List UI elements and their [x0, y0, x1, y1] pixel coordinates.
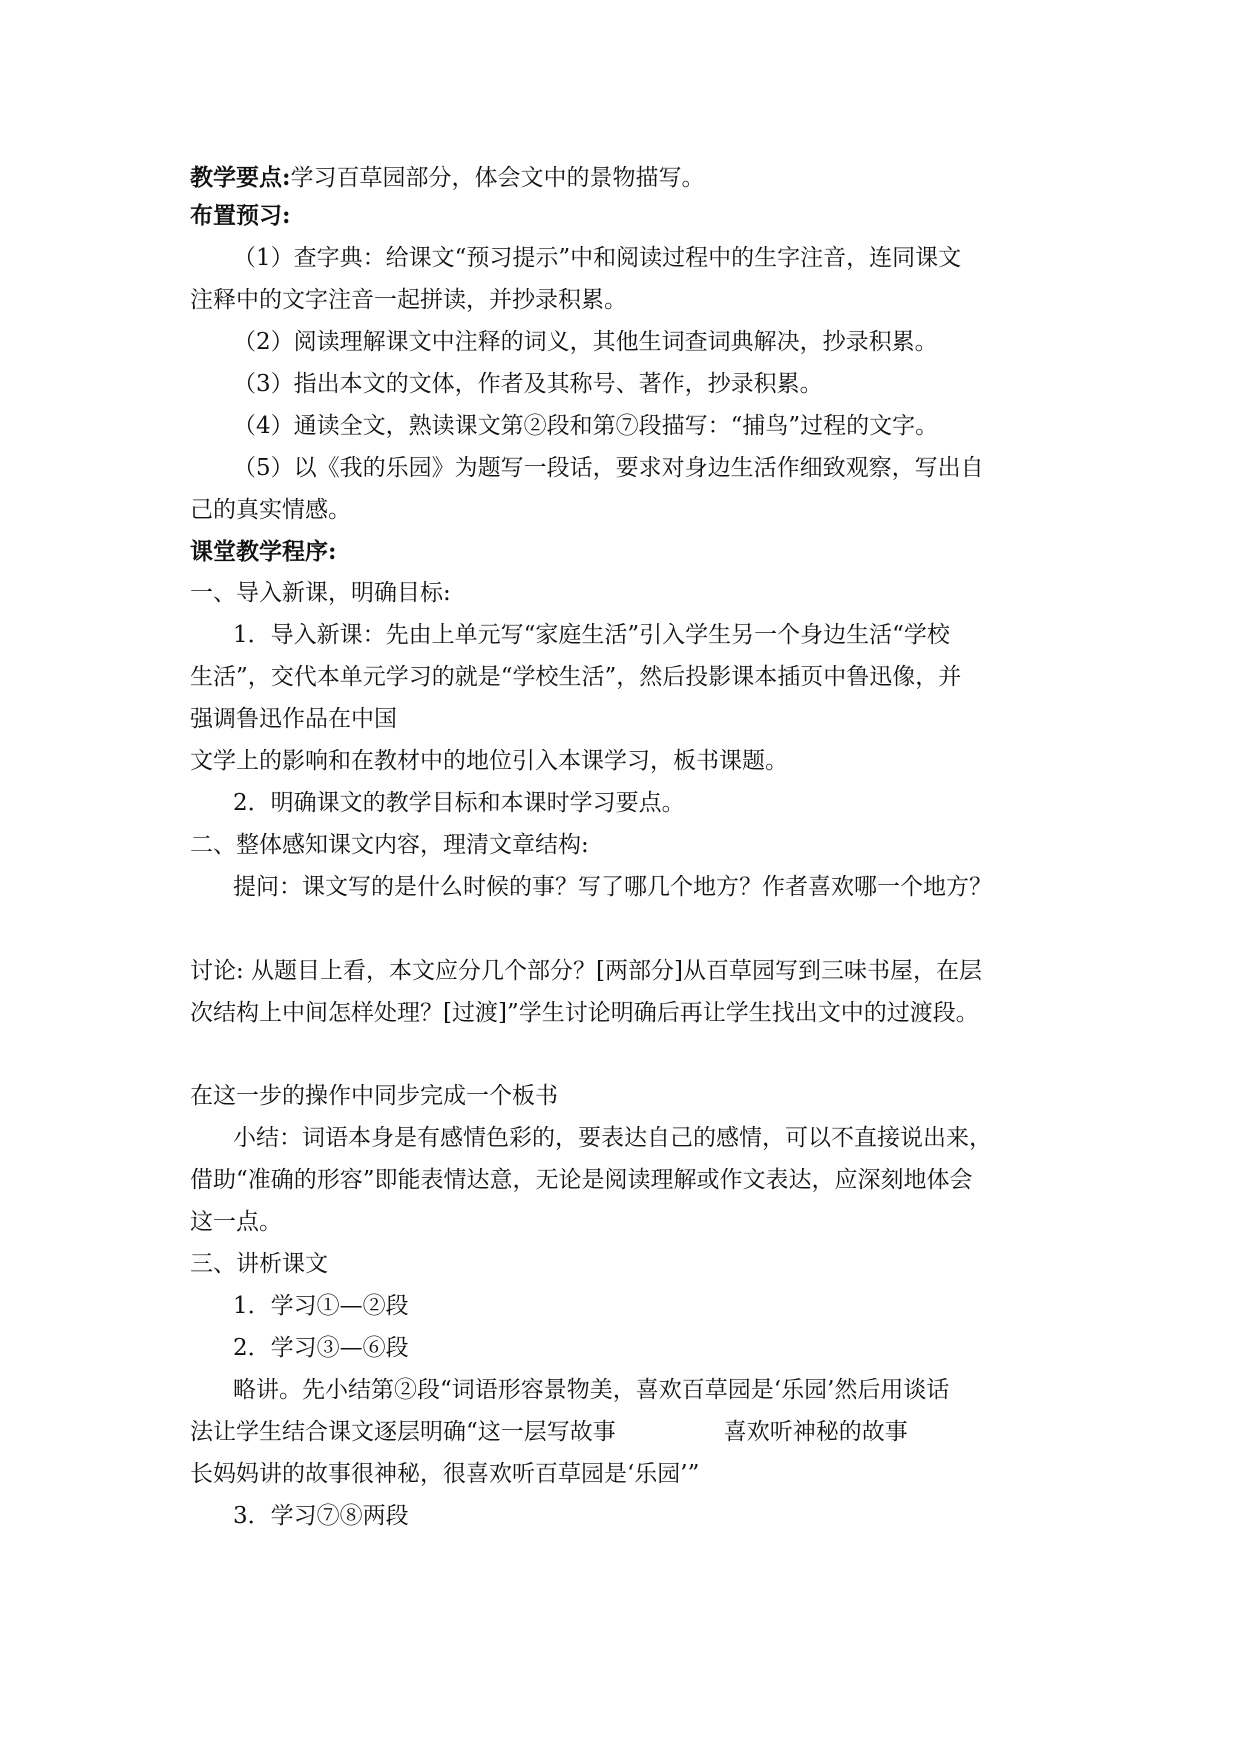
item-1-1-line-3: 强调鲁迅作品在中国 [190, 706, 397, 732]
preview-item-1-line-2: 注释中的文字注音一起拼读，并抄录积累。 [190, 287, 627, 313]
procedure-heading: 课堂教学程序: [190, 538, 337, 565]
preview-item-5-line-2: 己的真实情感。 [190, 497, 351, 523]
preview-item-1-line-1: （1）查字典：给课文“预习提示”中和阅读过程中的生字注音，连同课文 [233, 245, 962, 271]
section-2-heading: 二、整体感知课文内容，理清文章结构: [190, 832, 589, 858]
key-points-line [190, 163, 705, 193]
preview-item-4: （4）通读全文，熟读课文第②段和第⑦段描写：“捕鸟”过程的文字。 [233, 413, 939, 439]
preview-item-5-line-1: （5）以《我的乐园》为题写一段话，要求对身边生活作细致观察，写出自 [233, 455, 984, 481]
discussion-line-2: 次结构上中间怎样处理？[过渡]”学生讨论明确后再让学生找出文中的过渡段。 [190, 1000, 979, 1026]
brief-line-2-part-1: 法让学生结合课文逐层明确“这一层写故事 [190, 1419, 616, 1445]
preview-item-2: （2）阅读理解课文中注释的词义，其他生词查词典解决，抄录积累。 [233, 329, 938, 355]
question-line: 提问：课文写的是什么时候的事？写了哪几个地方？作者喜欢哪一个地方？ [233, 874, 992, 900]
key-points-text: 学习百草园部分，体会文中的景物描写。 [290, 165, 705, 191]
item-1-1-line-1: 1．导入新课：先由上单元写“家庭生活”引入学生另一个身边生活“学校 [233, 622, 950, 648]
preview-heading: 布置预习: [190, 202, 291, 229]
summary-line-2: 借助“准确的形容”即能表情达意，无论是阅读理解或作文表达，应深刻地体会 [190, 1167, 973, 1193]
brief-line-1: 略讲。先小结第②段“词语形容景物美，喜欢百草园是‘乐园’然后用谈话 [233, 1377, 950, 1403]
section-3-heading: 三、讲析课文 [190, 1251, 328, 1277]
key-points-label: 教学要点: [190, 164, 291, 191]
item-3-2: 2．学习③—⑥段 [233, 1335, 409, 1361]
discussion-line-1: 讨论: 从题目上看，本文应分几个部分？[两部分]从百草园写到三味书屋，在层 [190, 958, 983, 984]
brief-line-3: 长妈妈讲的故事很神秘，很喜欢听百草园是‘乐园’” [190, 1461, 700, 1487]
preview-item-3: （3）指出本文的文体，作者及其称号、著作，抄录积累。 [233, 371, 823, 397]
summary-line-3: 这一点。 [190, 1209, 282, 1235]
item-1-1-line-4: 文学上的影响和在教材中的地位引入本课学习，板书课题。 [190, 748, 788, 774]
item-1-1-line-2: 生活”，交代本单元学习的就是“学校生活”，然后投影课本插页中鲁迅像，并 [190, 664, 962, 690]
brief-line-2-part-2: 喜欢听神秘的故事 [723, 1419, 908, 1445]
brief-line-2 [190, 1417, 908, 1447]
item-1-2: 2．明确课文的教学目标和本课时学习要点。 [233, 790, 685, 816]
section-1-heading: 一、导入新课，明确目标: [190, 580, 451, 606]
item-3-1: 1．学习①—②段 [233, 1293, 409, 1319]
item-3-3: 3．学习⑦⑧两段 [233, 1503, 409, 1529]
board-note: 在这一步的操作中同步完成一个板书 [190, 1083, 558, 1109]
summary-line-1: 小结：词语本身是有感情色彩的，要表达自己的感情，可以不直接说出来， [233, 1125, 992, 1151]
